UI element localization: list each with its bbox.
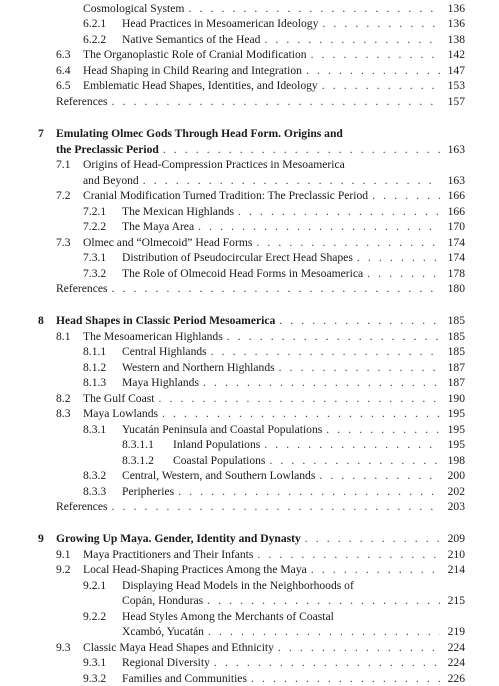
entry-number: 8.1.3 — [83, 376, 107, 389]
dot-leader — [257, 547, 440, 562]
entry-page: 185 — [447, 314, 465, 327]
dot-leader — [162, 406, 440, 421]
toc-entry-8-3-1-2 — [122, 453, 465, 468]
dot-leader — [227, 329, 440, 344]
toc-entry-8-3-1-1 — [122, 437, 465, 452]
entry-page: 195 — [447, 407, 465, 420]
entry-number: 8.3.2 — [83, 469, 107, 482]
entry-page: 174 — [447, 236, 465, 249]
entry-title: Cosmological System — [83, 2, 185, 15]
entry-title: Local Head-Shaping Practices Among the Maya — [83, 563, 307, 576]
entry-page: 170 — [447, 220, 465, 233]
entry-title: Native Semantics of the Head — [122, 33, 261, 46]
entry-page: 214 — [447, 563, 465, 576]
entry-number: 8.3.3 — [83, 485, 107, 498]
chapter-number: 7 — [38, 127, 44, 140]
dot-leader — [322, 78, 440, 93]
toc-chapter-8 — [38, 313, 465, 328]
chapter-title: Growing Up Maya. Gender, Identity and Dynasty — [56, 532, 301, 545]
toc-entry-references-8 — [56, 499, 465, 514]
chapter-title: Emulating Olmec Gods Through Head Form. Origins and — [56, 127, 343, 140]
entry-page: 215 — [447, 594, 465, 607]
dot-leader — [198, 219, 440, 234]
entry-title: Cranial Modification Turned Tradition: The Preclassic Period — [83, 189, 369, 202]
entry-title: Families and Communities — [122, 672, 247, 685]
toc-entry-8-1 — [56, 329, 465, 344]
entry-title: Classic Maya Head Shapes and Ethnicity — [83, 641, 274, 654]
toc-entry-7-2 — [56, 188, 465, 203]
entry-page: 195 — [447, 438, 465, 451]
toc-chapter-9 — [38, 531, 465, 546]
entry-title: The Gulf Coast — [83, 392, 155, 405]
entry-page: 157 — [447, 95, 465, 108]
entry-page: 187 — [447, 361, 465, 374]
entry-title: Xcambó, Yucatán — [122, 625, 204, 638]
entry-number: 8.3.1.1 — [122, 438, 154, 451]
entry-title: Yucatán Peninsula and Coastal Populations — [122, 423, 323, 436]
toc-entry-9-2-1 — [83, 578, 465, 593]
entry-page: 138 — [447, 33, 465, 46]
entry-number: 8.3.1.2 — [122, 454, 154, 467]
toc-entry-8-1-1 — [83, 344, 465, 359]
entry-page: 219 — [447, 625, 465, 638]
entry-page: 195 — [447, 423, 465, 436]
toc-entry-6-4 — [56, 63, 465, 78]
entry-page: 147 — [447, 64, 465, 77]
toc-entry-8-1-2 — [83, 360, 465, 375]
entry-title: Inland Populations — [173, 438, 261, 451]
entry-page: 178 — [447, 267, 465, 280]
entry-page: 209 — [447, 532, 465, 545]
entry-title: Maya Lowlands — [83, 407, 159, 420]
entry-page: 200 — [447, 469, 465, 482]
entry-title: Regional Diversity — [122, 656, 210, 669]
entry-number: 9.2.1 — [83, 579, 107, 592]
toc-entry-9-2-1-cont — [122, 593, 465, 608]
entry-title: The Role of Olmecoid Head Forms in Mesoamerica — [122, 267, 364, 280]
entry-page: 180 — [447, 282, 465, 295]
toc-entry-6-3 — [56, 47, 465, 62]
entry-title: The Mexican Highlands — [122, 205, 235, 218]
entry-page: 142 — [447, 48, 465, 61]
entry-page: 153 — [447, 79, 465, 92]
toc-entry-7-3-2 — [83, 266, 465, 281]
entry-number: 7.1 — [56, 158, 71, 171]
entry-title: Maya Practitioners and Their Infants — [83, 548, 254, 561]
entry-title: Central Highlands — [122, 345, 207, 358]
entry-number: 7.3.2 — [83, 267, 107, 280]
toc-chapter-7-cont — [56, 142, 465, 157]
dot-leader — [311, 47, 440, 62]
entry-page: 224 — [447, 656, 465, 669]
toc-entry-9-2-2-cont — [122, 624, 465, 639]
entry-title: Head Styles Among the Merchants of Coastal — [122, 610, 334, 623]
dot-leader — [322, 16, 440, 31]
toc-entry-references-6 — [56, 94, 465, 109]
entry-number: 8.3 — [56, 407, 71, 420]
dot-leader — [208, 624, 440, 639]
entry-page: 226 — [447, 672, 465, 685]
entry-title: Maya Highlands — [122, 376, 199, 389]
toc-entry-7-3-1 — [83, 250, 465, 265]
dot-leader — [367, 266, 440, 281]
toc-entry-7-1-cont — [83, 173, 465, 188]
dot-leader — [256, 235, 440, 250]
entry-title: Emblematic Head Shapes, Identities, and Ideology — [83, 79, 318, 92]
entry-title: The Mesoamerican Highlands — [83, 330, 223, 343]
entry-title: Coastal Populations — [173, 454, 266, 467]
dot-leader — [269, 453, 440, 468]
dot-leader — [178, 484, 440, 499]
dot-leader — [264, 437, 440, 452]
dot-leader — [311, 562, 440, 577]
entry-title: Central, Western, and Southern Lowlands — [122, 469, 316, 482]
entry-number: 6.4 — [56, 64, 71, 77]
toc-entry-9-1 — [56, 547, 465, 562]
entry-number: 6.2.2 — [83, 33, 107, 46]
entry-page: 136 — [447, 17, 465, 30]
dot-leader — [279, 313, 440, 328]
entry-page: 190 — [447, 392, 465, 405]
dot-leader — [357, 250, 440, 265]
dot-leader — [211, 344, 440, 359]
entry-title: References — [56, 282, 108, 295]
dot-leader — [163, 142, 440, 157]
toc-entry-6-2-cont — [83, 1, 465, 16]
toc-entry-8-3-1 — [83, 422, 465, 437]
entry-number: 7.2.2 — [83, 220, 107, 233]
dot-leader — [188, 1, 440, 16]
entry-number: 7.2.1 — [83, 205, 107, 218]
entry-number: 9.3 — [56, 641, 71, 654]
dot-leader — [279, 360, 440, 375]
toc-entry-8-2 — [56, 391, 465, 406]
entry-page: 203 — [447, 500, 465, 513]
entry-title: Peripheries — [122, 485, 175, 498]
entry-page: 185 — [447, 330, 465, 343]
entry-number: 6.5 — [56, 79, 71, 92]
toc-entry-7-2-1 — [83, 204, 465, 219]
entry-number: 9.3.2 — [83, 672, 107, 685]
dot-leader — [112, 499, 441, 514]
dot-leader — [207, 593, 440, 608]
entry-title: Head Shaping in Child Rearing and Integration — [83, 64, 302, 77]
entry-title: Copán, Honduras — [122, 594, 204, 607]
entry-page: 198 — [447, 454, 465, 467]
toc-entry-8-3 — [56, 406, 465, 421]
entry-number: 6.3 — [56, 48, 71, 61]
toc-entry-7-1 — [56, 157, 465, 172]
entry-title: The Organoplastic Role of Cranial Modification — [83, 48, 307, 61]
entry-page: 163 — [447, 174, 465, 187]
entry-title: Displaying Head Models in the Neighborhoods of — [122, 579, 354, 592]
entry-number: 9.2 — [56, 563, 71, 576]
dot-leader — [319, 468, 440, 483]
dot-leader — [158, 391, 440, 406]
toc-entry-7-2-2 — [83, 219, 465, 234]
entry-number: 7.2 — [56, 189, 71, 202]
dot-leader — [112, 94, 441, 109]
entry-title: Distribution of Pseudocircular Erect Head Shapes — [122, 251, 353, 264]
toc-entry-9-2-2 — [83, 609, 465, 624]
entry-number: 6.2.1 — [83, 17, 107, 30]
entry-page: 166 — [447, 205, 465, 218]
dot-leader — [203, 375, 440, 390]
dot-leader — [306, 63, 440, 78]
dot-leader — [214, 655, 440, 670]
entry-number: 9.3.1 — [83, 656, 107, 669]
chapter-number: 9 — [38, 532, 44, 545]
entry-number: 7.3 — [56, 236, 71, 249]
entry-title: Western and Northern Highlands — [122, 361, 275, 374]
chapter-title: the Preclassic Period — [56, 143, 159, 156]
dot-leader — [251, 671, 440, 686]
dot-leader — [264, 32, 440, 47]
entry-page: 185 — [447, 345, 465, 358]
toc-chapter-7 — [38, 126, 465, 141]
entry-number — [56, 0, 83, 1]
entry-number: 8.3.1 — [83, 423, 107, 436]
toc-entry-8-1-3 — [83, 375, 465, 390]
entry-title: References — [56, 500, 108, 513]
chapter-title: Head Shapes in Classic Period Mesoamerica — [56, 314, 276, 327]
dot-leader — [326, 422, 440, 437]
entry-number: 7.3.1 — [83, 251, 107, 264]
entry-title: Olmec and “Olmecoid” Head Forms — [83, 236, 253, 249]
entry-number: 9.2.2 — [83, 610, 107, 623]
entry-number: 8.2 — [56, 392, 71, 405]
entry-number: 8.1.2 — [83, 361, 107, 374]
entry-page: 224 — [447, 641, 465, 654]
chapter-number: 8 — [38, 314, 44, 327]
dot-leader — [143, 173, 440, 188]
dot-leader — [305, 531, 440, 546]
toc-entry-9-3-1 — [83, 655, 465, 670]
toc-entry-9-2 — [56, 562, 465, 577]
entry-page: 174 — [447, 251, 465, 264]
entry-number: 8.1 — [56, 330, 71, 343]
toc-entry-references-7 — [56, 281, 465, 296]
toc-entry-9-3-2 — [83, 671, 465, 686]
toc-entry-6-2-2 — [83, 32, 465, 47]
toc-entry-9-3 — [56, 640, 465, 655]
entry-page: 187 — [447, 376, 465, 389]
entry-page: 166 — [447, 189, 465, 202]
entry-number: 8.1.1 — [83, 345, 107, 358]
dot-leader — [112, 281, 441, 296]
toc-entry-6-5 — [56, 78, 465, 93]
entry-title: Head Practices in Mesoamerican Ideology — [122, 17, 319, 30]
toc-entry-8-3-2 — [83, 468, 465, 483]
entry-page: 163 — [447, 143, 465, 156]
dot-leader — [278, 640, 440, 655]
entry-title: Origins of Head-Compression Practices in Mesoamerica — [83, 158, 345, 171]
toc-entry-7-3 — [56, 235, 465, 250]
entry-page: 202 — [447, 485, 465, 498]
entry-title: The Maya Area — [122, 220, 195, 233]
entry-number: 9.1 — [56, 548, 71, 561]
toc-entry-8-3-3 — [83, 484, 465, 499]
dot-leader — [372, 188, 440, 203]
entry-title: References — [56, 95, 108, 108]
toc-entry-6-2-1 — [83, 16, 465, 31]
entry-title: and Beyond — [83, 174, 139, 187]
entry-page: 210 — [447, 548, 465, 561]
dot-leader — [238, 204, 440, 219]
entry-page: 136 — [447, 2, 465, 15]
